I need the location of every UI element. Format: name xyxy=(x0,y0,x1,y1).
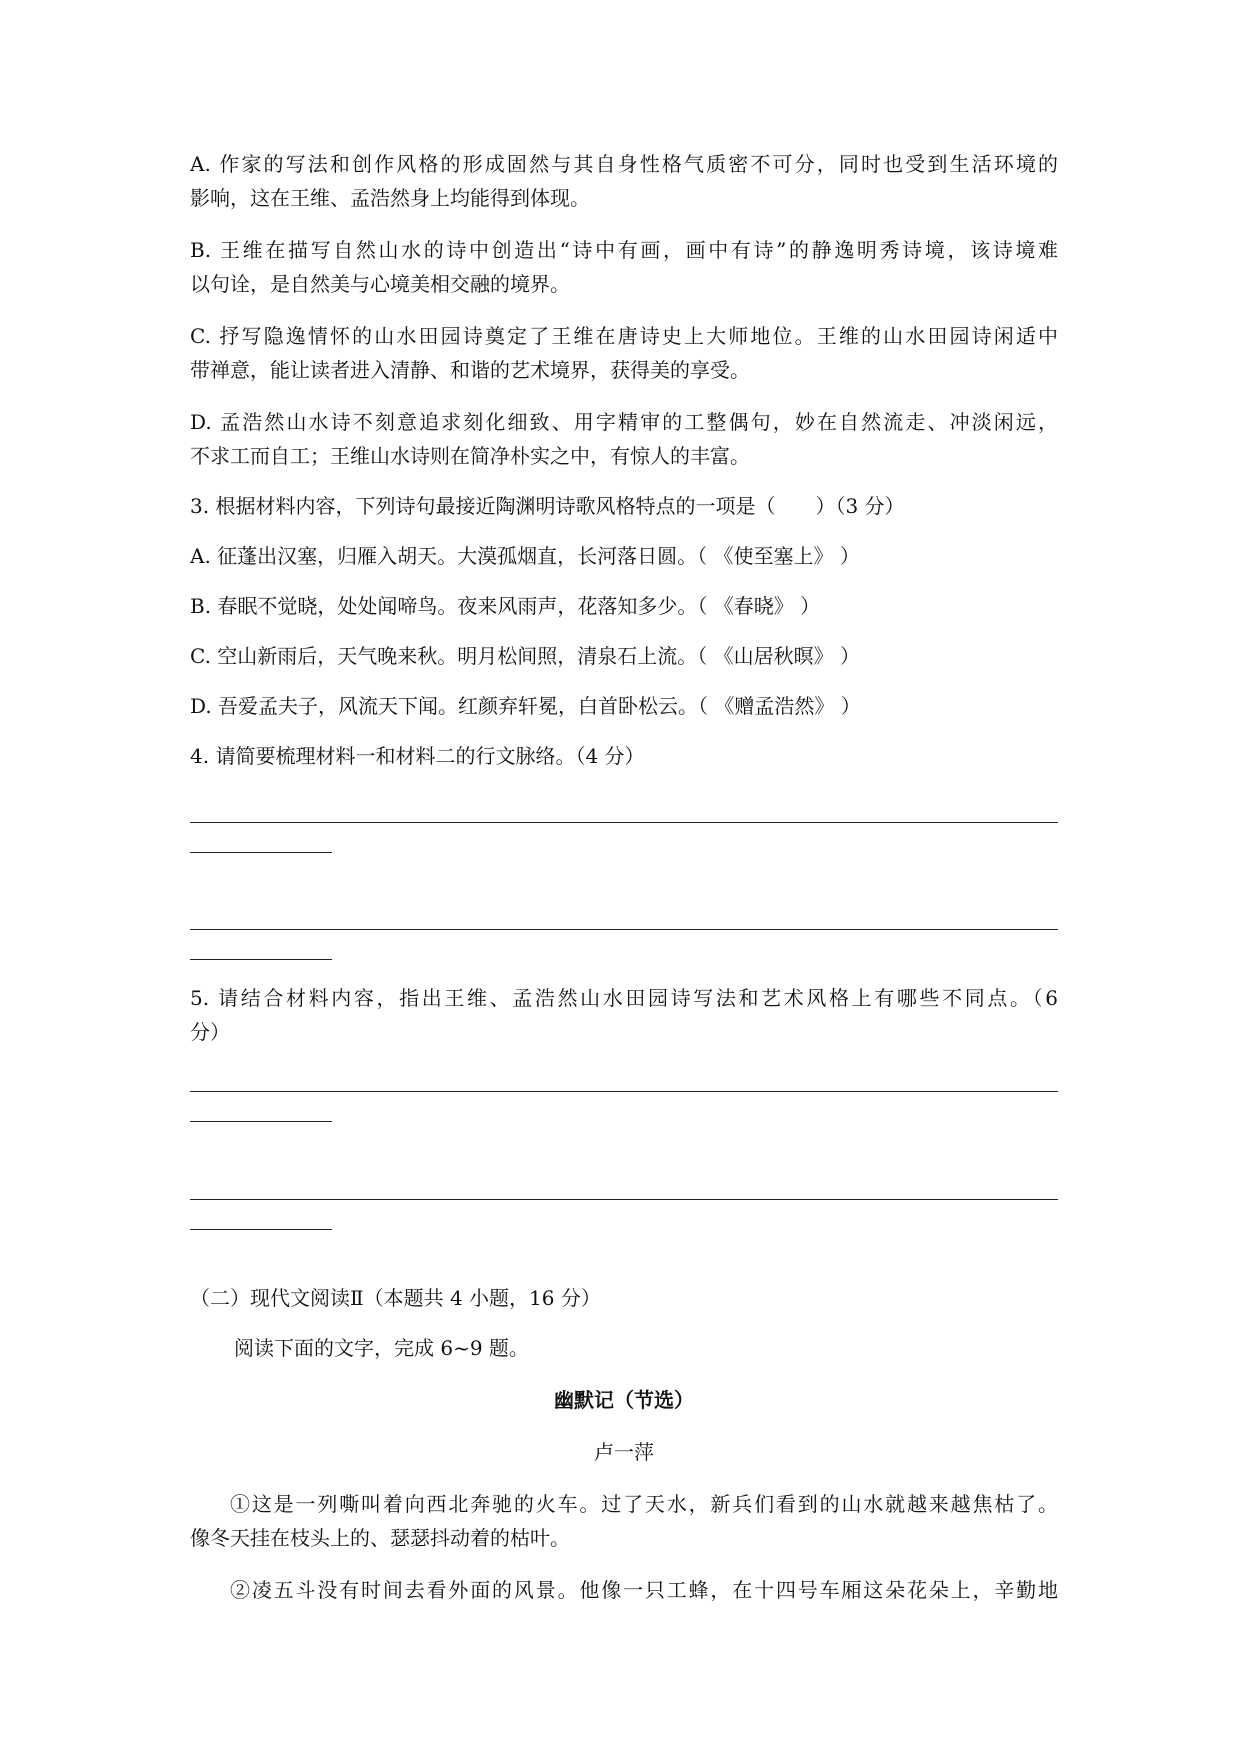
q5-stem-line1: 5. 请结合材料内容，指出王维、孟浩然山水田园诗写法和艺术风格上有哪些不同点。（6 xyxy=(190,986,1058,1010)
q3-option-c: C. 空山新雨后，天气晚来秋。明月松间照，清泉石上流。（ 《山居秋暝》 ） xyxy=(190,644,861,668)
q5-answer-line-1[interactable] xyxy=(190,1091,1058,1092)
q3-stem: 3. 根据材料内容，下列诗句最接近陶渊明诗歌风格特点的一项是（ ）（3 分） xyxy=(190,494,905,518)
q5-stem-line2: 分） xyxy=(190,1020,230,1044)
q5-answer-line-2-end xyxy=(190,1229,332,1230)
q5-answer-line-2[interactable] xyxy=(190,1199,1058,1200)
q2-option-a-line2: 影响，这在王维、孟浩然身上均能得到体现。 xyxy=(190,186,590,210)
q2-option-d-line2: 不求工而自工；王维山水诗则在简净朴实之中，有惊人的丰富。 xyxy=(190,444,750,468)
q3-option-b: B. 春眠不觉晓，处处闻啼鸟。夜来风雨声，花落知多少。（ 《春晓》 ） xyxy=(190,594,821,618)
q4-answer-line-1[interactable] xyxy=(190,822,1058,823)
q2-option-b-line2: 以句诠，是自然美与心境美相交融的境界。 xyxy=(190,272,570,296)
q4-stem: 4. 请简要梳理材料一和材料二的行文脉络。（4 分） xyxy=(190,744,645,768)
q2-option-d-line1: D. 孟浩然山水诗不刻意追求刻化细致、用字精审的工整偶句，妙在自然流走、冲淡闲远， xyxy=(190,410,1058,434)
section2-heading: （二）现代文阅读Ⅱ（本题共 4 小题，16 分） xyxy=(190,1286,601,1310)
q2-option-c-line1: C. 抒写隐逸情怀的山水田园诗奠定了王维在唐诗史上大师地位。王维的山水田园诗闲适中 xyxy=(190,324,1058,348)
passage-title: 幽默记（节选） xyxy=(554,1388,694,1412)
passage-paragraph-1-line1: ①这是一列嘶叫着向西北奔驰的火车。过了天水，新兵们看到的山水就越来越焦枯了。 xyxy=(230,1492,1058,1516)
q4-answer-line-1-end xyxy=(190,852,332,853)
q4-answer-line-2-end xyxy=(190,959,332,960)
q2-option-c-line2: 带禅意，能让读者进入清静、和谐的艺术境界，获得美的享受。 xyxy=(190,358,750,382)
q3-option-d: D. 吾爱孟夫子，风流天下闻。红颜弃轩冕，白首卧松云。（ 《赠孟浩然》 ） xyxy=(190,694,861,718)
q3-option-a: A. 征蓬出汉塞，归雁入胡天。大漠孤烟直，长河落日圆。（ 《使至塞上》 ） xyxy=(190,544,860,568)
passage-paragraph-1-line2: 像冬天挂在枝头上的、瑟瑟抖动着的枯叶。 xyxy=(190,1526,570,1550)
q2-option-a-line1: A. 作家的写法和创作风格的形成固然与其自身性格气质密不可分，同时也受到生活环境的 xyxy=(190,152,1058,176)
section2-instruction: 阅读下面的文字，完成 6~9 题。 xyxy=(234,1336,529,1360)
q4-answer-line-2[interactable] xyxy=(190,929,1058,930)
passage-paragraph-2-line1: ②凌五斗没有时间去看外面的风景。他像一只工蜂，在十四号车厢这朵花朵上，辛勤地 xyxy=(230,1578,1058,1602)
q5-answer-line-1-end xyxy=(190,1121,332,1122)
q2-option-b-line1: B. 王维在描写自然山水的诗中创造出“诗中有画，画中有诗”的静逸明秀诗境，该诗境难 xyxy=(190,238,1058,262)
passage-author: 卢一萍 xyxy=(594,1440,654,1464)
